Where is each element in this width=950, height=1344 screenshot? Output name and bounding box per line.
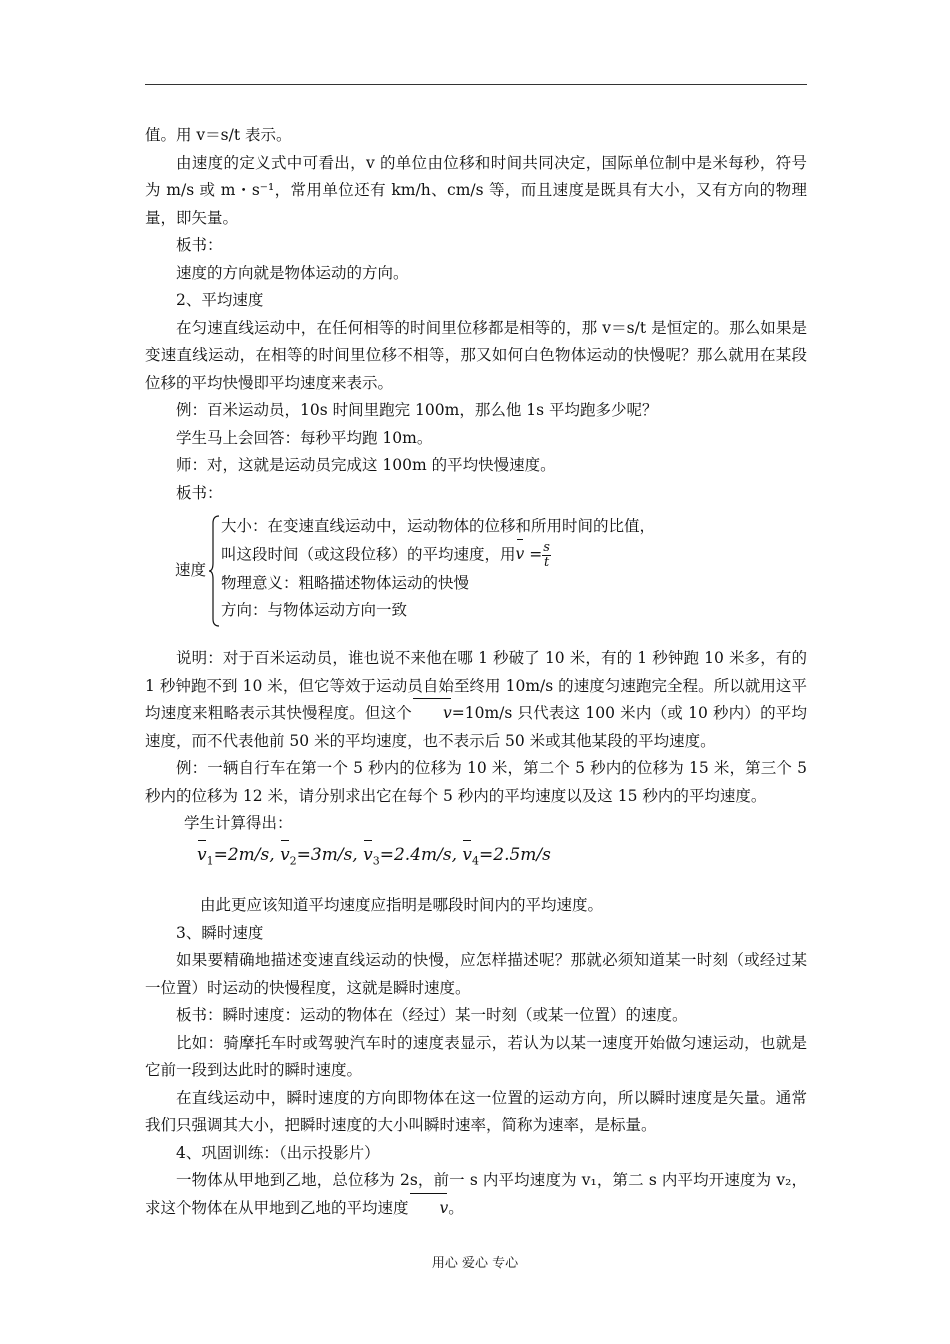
v-bar-symbol: v [280,842,290,870]
paragraph: 例：百米运动员，10s 时间里跑完 100m，那么他 1s 平均跑多少呢？ [176,401,658,419]
brace-lines [221,513,655,625]
v-bar-symbol: v [462,842,472,870]
result-value: =3m/s, [296,844,358,865]
result-value: =2m/s, [213,844,275,865]
paragraph: 如果要精确地描述变速直线运动的快慢，应怎样描述呢？那就必须知道某一时刻（或经过某一位置）时运动的快慢程度，这就是瞬时速度。 [145,951,807,997]
equals-sign: = [529,545,543,563]
paragraph: 由此更应该知道平均速度应指明是哪段时间内的平均速度。 [200,896,604,915]
brace-line-direction: 方向：与物体运动方向一致 [221,601,408,619]
explanation-text-b: =10m/s 只代表这 100 米内（或 10 秒内）的平均速度，而不代表他前 50 米的平均速度，也不表示后 50 米或其他某段的平均速度。 [145,704,807,750]
velocity-definition-block [145,513,807,631]
subscript: 1 [206,853,214,867]
v-bar-symbol: v [363,842,373,870]
brace-label: 速度 [175,561,207,579]
paragraph: 比如：骑摩托车时或驾驶汽车时的速度表显示，若认为以某一速度开始做匀速运动，也就是它前一段到达此时的瞬时速度。 [145,1033,807,1080]
average-velocity-results [197,842,807,875]
document-body [145,122,807,1222]
result-v3 [363,845,457,865]
page-footer: 用心 爱心 专心 [431,1256,519,1271]
paragraph: 在匀速直线运动中，在任何相等的时间里位移都是相等的，那 v＝s/t 是恒定的。那么如果是变速直线运动，在相等的时间里位移不相等，那又如何白色物体运动的快慢呢？那么就用在某段位移的平均快慢即平均速度来表示。 [145,318,807,392]
result-v1 [197,845,275,865]
exercise-end: 。 [448,1198,464,1217]
paragraph: 速度的方向就是物体运动的方向。 [176,263,409,282]
section-heading: 3、瞬时速度 [176,923,264,942]
v-bar-symbol: v [516,541,525,569]
brace-line-size: 大小：在变速直线运动中，运动物体的位移和所用时间的比值， [221,517,656,535]
section-heading: 2、平均速度 [176,291,264,309]
result-value: =2.5m/s [479,844,551,865]
subscript: 3 [372,853,380,867]
board-label: 板书： [176,236,223,254]
v-bar-symbol: v [412,700,452,728]
result-value: =2.4m/s, [379,844,457,865]
result-v4 [462,845,550,865]
result-v2 [280,845,358,865]
brace-line-meaning: 物理意义：粗略描述物体运动的快慢 [221,573,470,592]
header-rule [145,84,807,85]
paragraph: 师：对，这就是运动员完成这 100m 的平均快慢速度。 [176,456,556,474]
brace-line-formula [221,541,655,570]
paragraph: 板书：瞬时速度：运动的物体在（经过）某一时刻（或某一位置）的速度。 [176,1006,688,1025]
v-bar-symbol: v [197,842,207,870]
paragraph: 例：一辆自行车在第一个 5 秒内的位移为 10 米，第二个 5 秒内的位移为 15 米，第三个 5 秒内的位移为 12 米，请分别求出它在每个 5 秒内的平均速度以及这 15 秒内的平均速度。 [145,759,807,805]
fraction-numerator: s [543,539,550,555]
explanation-text-a: 说明：对于百米运动员，谁也说不来他在哪 1 秒破了 10 米，有的 1 秒钟跑 10 米多，有的 1 秒钟跑不到 10 米，但它等效于运动员自始至终用 10m/s 的速度匀速跑完全程。所以就用这平均速度来粗略表示其快慢程度。但这个 [145,649,807,722]
fraction-denominator: t [543,554,550,570]
paragraph: 在直线运动中，瞬时速度的方向即物体在这一位置的运动方向，所以瞬时速度是矢量。通常我们只强调其大小，把瞬时速度的大小叫瞬时速率，简称为速率，是标量。 [145,1088,807,1135]
subscript: 2 [289,853,297,867]
paragraph: 学生计算得出： [184,814,293,832]
fraction-s-over-t [542,541,551,570]
exercise-text: 一物体从甲地到乙地，总位移为 2s，前一 s 内平均速度为 v₁，第二 s 内平均开速度为 v₂，求这个物体在从甲地到乙地的平均速度 [145,1171,807,1217]
section-heading: 4、巩固训练：（出示投影片） [176,1143,380,1162]
paragraph: 学生马上会回答：每秒平均跑 10m。 [176,428,433,447]
explanation-paragraph [145,645,807,755]
brace-line-formula-text: 叫这段时间（或这段位移）的平均速度，用 [221,545,516,563]
exercise-paragraph [145,1167,807,1222]
subscript: 4 [472,853,480,867]
board-label: 板书： [176,483,223,502]
paragraph: 值。用 v＝s/t 表示。 [145,126,292,144]
v-bar-symbol: v [409,1195,449,1223]
curly-brace [209,515,221,627]
paragraph: 由速度的定义式中可看出，v 的单位由位移和时间共同决定，国际单位制中是米每秒，符号为 m/s 或 m・s⁻¹，常用单位还有 km/h、cm/s 等，而且速度是既具有大小，又有方向的物理量，即矢量。 [145,153,807,227]
